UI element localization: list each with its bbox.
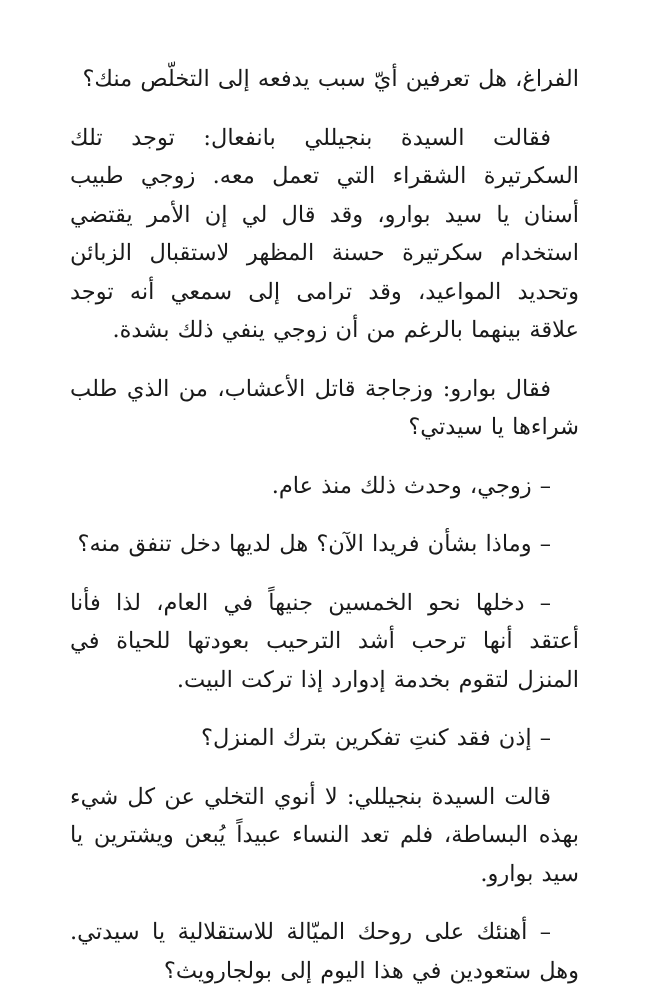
paragraph-2: فقالت السيدة بنجيللي بانفعال: توجد تلك السكرتيرة الشقراء التي تعمل معه. زوجي طبيب أسنان يا سيد بوارو، وقد قال لي إن الأمر يقتضي استخدام سكرتيرة حسنة المظهر لاستقبال الزبائن وتحديد المواعيد، وقد ترامى إلى سمعي أنه توجد علاقة بينهما بالرغم من أن زوجي ينفي ذلك بشدة. [70,124,579,343]
paragraph-6: – دخلها نحو الخمسين جنيهاً في العام، لذا فأنا أعتقد أنها ترحب أشد الترحيب بعودتها للحياة في المنزل لتقوم بخدمة إدوارد إذا تركت البيت. [70,589,579,693]
paragraph-4: – زوجي، وحدث ذلك منذ عام. [271,472,551,499]
paragraph-3: فقال بوارو: وزجاجة قاتل الأعشاب، من الذي طلب شراءها يا سيدتي؟ [70,375,579,440]
paragraph-1: الفراغ، هل تعرفين أيّ سبب يدفعه إلى التخلّص منك؟ [82,66,579,92]
paragraph-7: – إذن فقد كنتِ تفكرين بترك المنزل؟ [201,725,551,751]
paragraph-9: – أهنئك على روحك الميّالة للاستقلالية يا سيدتي. وهل ستعودين في هذا اليوم إلى بولجارويث؟ [70,919,579,984]
paragraph-5: – وماذا بشأن فريدا الآن؟ هل لديها دخل تنفق منه؟ [77,531,551,557]
paragraph-8: قالت السيدة بنجيللي: لا أنوي التخلي عن كل شيء بهذه البساطة، فلم تعد النساء عبيداً يُبعن ويشترين يا سيد بوارو. [70,783,579,887]
